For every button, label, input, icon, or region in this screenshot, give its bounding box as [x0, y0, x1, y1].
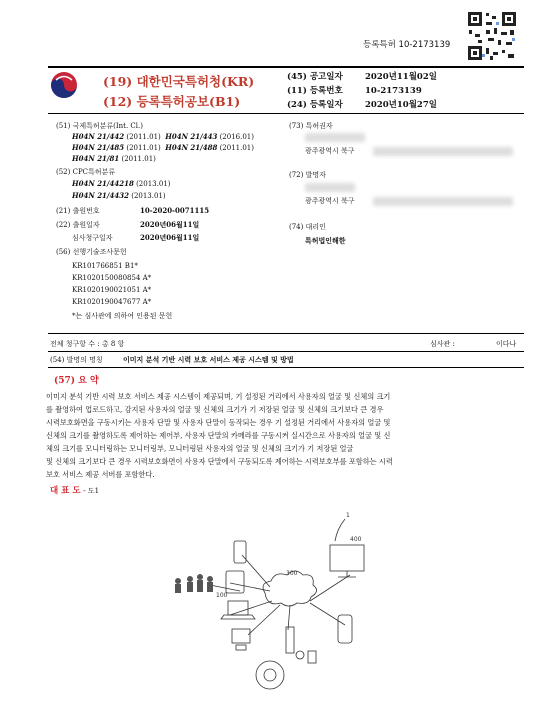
reg-date-label: (24) 등록일자: [287, 100, 343, 110]
reg-no: 10-2173139: [365, 86, 422, 96]
app-date-label: (22) 출원일자: [56, 221, 100, 229]
inventor-address: 광주광역시 북구: [305, 197, 355, 205]
abstract-line: 체의 크기를 모니터링하는 모니터링부, 모니터링된 사용자의 얼굴 및 신체의 크기가 기 저장된 얼굴: [46, 444, 354, 453]
header-top-rule: [48, 66, 524, 68]
redacted-holder-address: [373, 147, 513, 156]
pub-date-label: (45) 공고일자: [287, 72, 343, 82]
app-no: 10-2020-0071115: [140, 206, 210, 215]
agent-label: (74) 대리인: [289, 223, 326, 231]
app-date: 2020년06월11일: [140, 220, 200, 229]
figure-user-label: 100: [216, 592, 228, 599]
abstract-label: (57) 요 약: [54, 376, 99, 386]
agent-name: 특허법인해한: [305, 236, 346, 245]
abstract-body: [46, 390, 526, 481]
figure-server-label: 300: [286, 570, 298, 577]
abstract-line: 이미지 분석 기반 시력 보호 서비스 제공 시스템이 제공되며, 기 설정된 거리에서 사용자의 얼굴 및 신체의 크기: [46, 392, 391, 401]
pub-date: 2020년11월02일: [365, 72, 437, 82]
inventor-label: (72) 발명자: [289, 171, 326, 179]
claims-total: 전체 청구항 수 : 총 8 항: [50, 340, 125, 348]
representative-figure-label: 대 표 도 - 도1: [50, 486, 100, 496]
registration-label: 등록특허 10-2173139: [363, 40, 451, 50]
claims-bottom-rule: [48, 351, 524, 352]
invention-title: 이미지 분석 기반 시력 보호 서비스 제공 시스템 및 방법: [123, 355, 294, 364]
exam-date-label: 심사청구일자: [72, 234, 113, 242]
exam-date: 2020년06월11일: [140, 233, 200, 242]
cpc-row-2: H04N 21/4432 (2013.01): [72, 191, 166, 200]
kipo-emblem-icon: [50, 71, 78, 99]
prior-art-item: KR1020190047677 A*: [72, 298, 152, 306]
cpc-row-1: H04N 21/44218 (2013.01): [72, 179, 171, 188]
redacted-inventor-address: [373, 197, 513, 206]
reg-date: 2020년10월27일: [365, 100, 437, 110]
app-no-label: (21) 출원번호: [56, 207, 100, 215]
claims-top-rule: [48, 333, 524, 334]
abstract-line: 시력보호화면을 구동시키는 사용자 단말 및 사용자 단말이 동작되는 경우 기 설정된 거리에서 사용자의 얼굴 및: [46, 418, 391, 427]
examiner-label: 심사관 :: [430, 340, 455, 348]
cpc-label: (52) CPC특허분류: [56, 168, 116, 176]
title-bottom-rule: [48, 367, 524, 368]
prior-art-item: KR1020150080854 A*: [72, 274, 152, 282]
figure-display-label: 400: [350, 536, 362, 543]
ipc-label: (51) 국제특허분류(Int. Cl.): [56, 122, 143, 130]
examiner-name: 이다나: [496, 340, 517, 348]
qr-code-icon: [466, 10, 518, 62]
prior-art-item: KR1020190021051 A*: [72, 286, 152, 294]
figure-ref-label: 1: [346, 512, 350, 519]
system-diagram-figure: [170, 505, 390, 715]
prior-art-label: (56) 선행기술조사문헌: [56, 248, 127, 256]
ipc-row-2: H04N 21/485 (2011.01) H04N 21/488 (2011.01): [72, 143, 254, 152]
holder-address: 광주광역시 북구: [305, 147, 355, 155]
gazette-type: (12) 등록특허공보(B1): [103, 94, 241, 109]
abstract-line: 를 촬영하여 업로드하고, 감지된 사용자의 얼굴 및 신체의 크기가 기 저장된 얼굴 및 신체의 크기보다 큰 경우: [46, 405, 384, 414]
header-bottom-rule: [48, 113, 524, 114]
abstract-line: 신체의 크기를 촬영하도록 제어하는 제어부, 사용자 단말의 카메라를 구동시켜 실시간으로 사용자의 얼굴 및 신: [46, 431, 391, 440]
reg-no-label: (11) 등록번호: [287, 86, 343, 96]
ipc-row-1: H04N 21/442 (2011.01) H04N 21/443 (2016.01): [72, 132, 254, 141]
abstract-line: 및 신체의 크기보다 큰 경우 시력보호화면이 사용자 단말에서 구동되도록 제어하는 시력보호부를 포함하는 시력: [46, 457, 393, 466]
redacted-holder-name: [305, 133, 365, 142]
title-label: (54) 발명의 명칭: [50, 356, 103, 364]
ipc-row-3: H04N 21/81 (2011.01): [72, 154, 156, 163]
prior-art-note: *는 심사관에 의하여 인용된 문헌: [72, 312, 173, 320]
prior-art-item: KR101766851 B1*: [72, 262, 138, 270]
abstract-line: 보호 서비스 제공 서버를 포함한다.: [46, 470, 155, 479]
holder-label: (73) 특허권자: [289, 122, 333, 130]
office-title: (19) 대한민국특허청(KR): [103, 74, 255, 89]
redacted-inventor-name: [305, 183, 355, 192]
